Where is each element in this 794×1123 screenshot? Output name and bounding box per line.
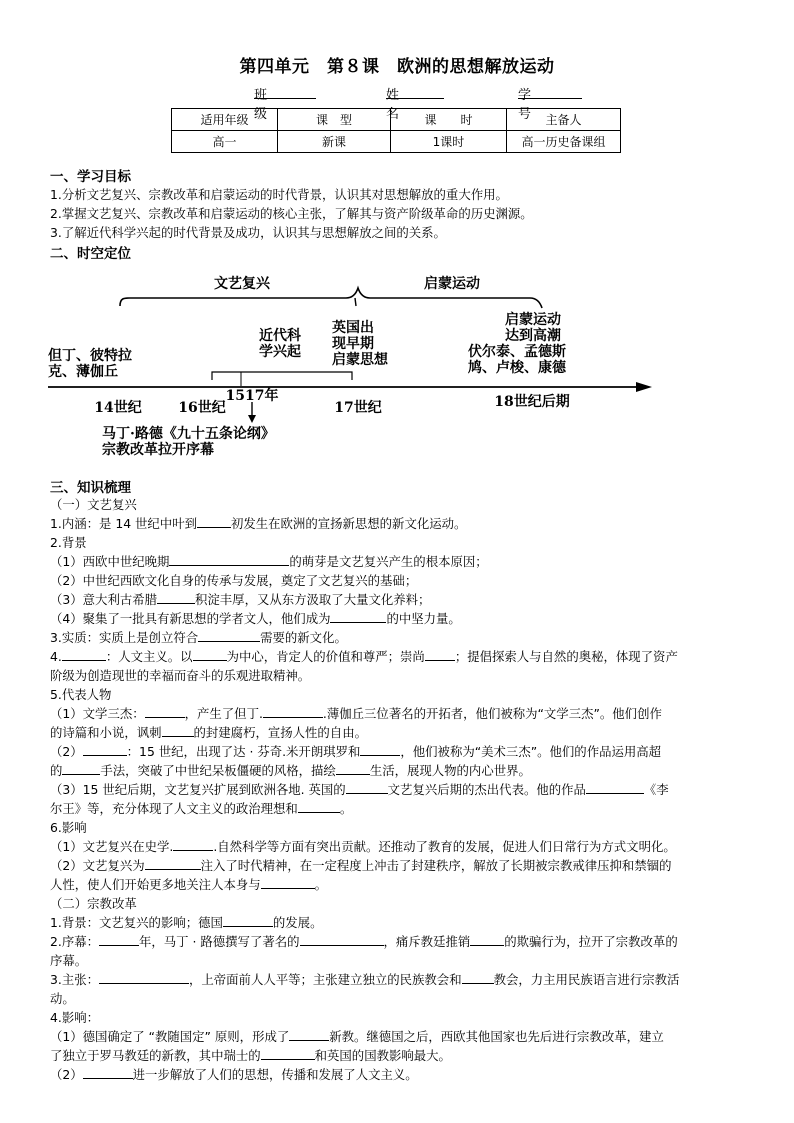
line-text: 教会，力主用民族语言进行宗教活: [493, 972, 680, 987]
text-line: 序幕。: [50, 953, 88, 968]
line-text: 3.主张：: [50, 972, 99, 987]
section-heading-knowledge: 三、知识梳理: [50, 480, 131, 496]
answer-blank[interactable]: [586, 780, 644, 794]
line-text: （1）西欧中世纪晚期: [50, 554, 170, 569]
fill-line: [50, 932, 750, 952]
answer-blank[interactable]: [346, 780, 388, 794]
fill-line: [50, 875, 750, 895]
answer-blank[interactable]: [162, 723, 194, 737]
line-text: 初发生在欧洲的宣扬新思想的新文化运动。: [230, 516, 467, 531]
answer-blank[interactable]: [462, 970, 494, 984]
line-text: 了独立于罗马教廷的新教，其中瑞士的: [50, 1048, 261, 1063]
fill-line: [50, 609, 750, 629]
line-text: 3.实质：实质上是创立符合: [50, 630, 199, 645]
line-text: 积淀丰厚，又从东方汲取了大量文化养料；: [195, 592, 431, 607]
line-text: 生活，展现人物的内心世界。: [369, 763, 531, 778]
subsection-reformation: （二）宗教改革: [50, 896, 137, 911]
answer-blank[interactable]: [99, 970, 189, 984]
line-text: （1）德国确定了 “教随国定” 原则，形成了: [50, 1029, 290, 1044]
fill-line: [50, 970, 750, 990]
table-header-row: [172, 109, 621, 131]
label-dante-2: 克、薄伽丘: [48, 364, 118, 380]
line-text: 尔王》等，充分体现了人文主义的政治理想和: [50, 801, 298, 816]
text-line: 2.背景: [50, 535, 87, 550]
answer-blank[interactable]: [289, 1027, 329, 1041]
answer-blank[interactable]: [300, 932, 384, 946]
answer-blank[interactable]: [336, 761, 370, 775]
line-text: 的萌芽是文艺复兴产生的根本原因；: [289, 554, 488, 569]
section-heading-goals: 一、学习目标: [50, 169, 131, 185]
label-science-2: 学兴起: [259, 344, 301, 360]
label-luther-2: 宗教改革拉开序幕: [102, 442, 214, 458]
line-text: 进一步解放了人们的思想，传播和发展了人文主义。: [132, 1067, 418, 1082]
line-text: 。: [314, 877, 328, 892]
header-cell: 适用年级: [172, 109, 278, 131]
label-peak-2: 达到高潮: [505, 328, 561, 344]
answer-blank[interactable]: [425, 647, 455, 661]
fill-line: [50, 837, 750, 857]
line-text: 的诗篇和小说，讽刺: [50, 725, 162, 740]
label-dante-1: 但丁、彼特拉: [48, 348, 132, 364]
answer-blank[interactable]: [145, 856, 201, 870]
answer-blank[interactable]: [157, 590, 195, 604]
line-text: ，他们被称为“美术三杰”。他们的作品运用高超: [400, 744, 662, 759]
text-line: 阶级为创造现世的幸福而奋斗的乐观进取精神。: [50, 668, 311, 683]
answer-blank[interactable]: [193, 647, 227, 661]
line-text: （3）意大利古希腊: [50, 592, 158, 607]
answer-blank[interactable]: [197, 514, 231, 528]
answer-blank[interactable]: [298, 799, 340, 813]
line-text: ；提倡探索人与自然的奥秘，体现了资产: [454, 649, 678, 664]
name-blank[interactable]: [386, 84, 444, 99]
label-britain-1: 英国出: [332, 320, 374, 336]
label-science-1: 近代科: [259, 328, 301, 344]
fill-line: [50, 913, 750, 933]
line-text: （2）: [50, 1067, 83, 1082]
axis-arrow-icon: [636, 382, 652, 392]
id-label: 学号: [518, 88, 532, 122]
line-text: 《李: [643, 782, 669, 797]
line-text: 的中坚力量。: [386, 611, 461, 626]
arrow-down-icon: [248, 415, 256, 423]
answer-blank[interactable]: [360, 742, 400, 756]
answer-blank[interactable]: [330, 609, 386, 623]
fill-line: [50, 647, 750, 667]
label-renaissance: 文艺复兴: [214, 276, 270, 292]
fill-line: [50, 799, 750, 819]
text-line: 5.代表人物: [50, 687, 112, 702]
line-text: ：15 世纪，出现了达 · 芬奇.米开朗琪罗和: [126, 744, 361, 759]
label-enlightenment: 启蒙运动: [424, 276, 480, 292]
text-line: 4.影响：: [50, 1010, 99, 1025]
line-text: 的封建腐朽，宣扬人性的自由。: [193, 725, 367, 740]
subsection-renaissance: （一）文艺复兴: [50, 497, 137, 512]
label-17c: 17世纪: [334, 400, 382, 416]
answer-blank[interactable]: [223, 913, 273, 927]
header-cell: 主备人: [507, 109, 621, 131]
answer-blank[interactable]: [261, 875, 315, 889]
answer-blank[interactable]: [198, 628, 260, 642]
label-18c: 18世纪后期: [494, 394, 570, 410]
label-peak-1: 启蒙运动: [505, 312, 561, 328]
table-cell: 高一历史备课组: [507, 131, 621, 153]
answer-blank[interactable]: [62, 647, 106, 661]
text-line: 动。: [50, 991, 75, 1006]
line-text: .薄伽丘三位著名的开拓者，他们被称为“文学三杰”。他们创作: [322, 706, 662, 721]
line-text: ：人文主义。以: [105, 649, 193, 664]
goal-item: 1.分析文艺复兴、宗教改革和启蒙运动的时代背景，认识其对思想解放的重大作用。: [50, 187, 508, 202]
fill-line: [50, 590, 750, 610]
fill-line: [50, 856, 750, 876]
table-cell: 1课时: [391, 131, 507, 153]
line-text: ，产生了但丁.: [184, 706, 263, 721]
text-line: （2）中世纪西欧文化自身的传承与发展，奠定了文艺复兴的基础；: [50, 573, 418, 588]
line-text: （3）15 世纪后期，文艺复兴扩展到欧洲各地. 英国的: [50, 782, 346, 797]
fill-line: [50, 723, 750, 743]
answer-blank[interactable]: [83, 1065, 133, 1079]
answer-blank[interactable]: [83, 742, 127, 756]
line-text: 人性，使人们开始更多地关注人本身与: [50, 877, 261, 892]
page-title: 第四单元 第８课 欧洲的思想解放运动: [239, 57, 555, 77]
line-text: 新教。继德国之后，西欧其他国家也先后进行宗教改革，建立: [329, 1029, 664, 1044]
answer-blank[interactable]: [169, 552, 289, 566]
fill-line: [50, 780, 750, 800]
answer-blank[interactable]: [173, 837, 213, 851]
section-heading-timeline: 二、时空定位: [50, 246, 131, 262]
line-text: （1）文学三杰：: [50, 706, 145, 721]
line-text: 的发展。: [272, 915, 323, 930]
label-britain-3: 启蒙思想: [332, 352, 388, 368]
line-text: ，上帝面前人人平等；主张建立独立的民族教会和: [189, 972, 462, 987]
fill-line: [50, 704, 750, 724]
answer-blank[interactable]: [263, 704, 323, 718]
label-voltaire-1: 伏尔泰、孟德斯: [468, 344, 566, 360]
label-voltaire-2: 鸠、卢梭、康德: [468, 360, 566, 376]
line-text: 。: [339, 801, 353, 816]
answer-blank[interactable]: [145, 704, 185, 718]
line-text: 1.内涵：是 14 世纪中叶到: [50, 516, 197, 531]
answer-blank[interactable]: [62, 761, 100, 775]
name-label: 姓名: [386, 88, 400, 122]
line-text: （2）: [50, 744, 83, 759]
line-text: 和英国的国教影响最大。: [314, 1048, 451, 1063]
id-blank[interactable]: [518, 84, 582, 99]
fill-line: [50, 742, 750, 762]
line-text: 2.序幕：: [50, 934, 99, 949]
line-text: （1）文艺复兴在史学.: [50, 839, 174, 854]
fill-line: [50, 1065, 750, 1085]
line-text: .自然科学等方面有突出贡献。还推动了教育的发展，促进人们日常行为方式文明化。: [213, 839, 676, 854]
fill-line: [50, 761, 750, 781]
range-bracket: [212, 372, 352, 380]
line-text: 需要的新文化。: [260, 630, 347, 645]
line-text: 的: [50, 763, 63, 778]
answer-blank[interactable]: [261, 1046, 315, 1060]
class-blank[interactable]: [254, 84, 316, 99]
table-cell: 新课: [278, 131, 391, 153]
label-16c: 16世纪: [178, 400, 226, 416]
line-text: 1.背景：文艺复兴的影响；德国: [50, 915, 223, 930]
label-1517: 1517年: [225, 388, 279, 404]
line-text: 注入了时代精神，在一定程度上冲击了封建秩序，解放了长期被宗教戒律压抑和禁锢的: [200, 858, 672, 873]
label-britain-2: 现早期: [332, 336, 374, 352]
line-text: 的欺骗行为，拉开了宗教改革的: [504, 934, 678, 949]
line-text: ，痛斥教廷推销: [383, 934, 471, 949]
goal-item: 3.了解近代科学兴起的时代背景及成功，认识其与思想解放之间的关系。: [50, 225, 446, 240]
timeline-diagram: [40, 262, 660, 462]
answer-blank[interactable]: [470, 932, 504, 946]
text-line: 6.影响: [50, 820, 87, 835]
goal-item: 2.掌握文艺复兴、宗教改革和启蒙运动的核心主张，了解其与资产阶级革命的历史渊源。: [50, 206, 533, 221]
line-text: 手法，突破了中世纪呆板僵硬的风格，描绘: [100, 763, 336, 778]
line-text: （4）聚集了一批具有新思想的学者文人，他们成为: [50, 611, 331, 626]
fill-line: [50, 1027, 750, 1047]
header-cell: 课 型: [278, 109, 391, 131]
answer-blank[interactable]: [99, 932, 139, 946]
fill-line: [50, 628, 750, 648]
class-label: 班级: [254, 88, 268, 122]
line-text: 年，马丁 · 路德撰写了著名的: [139, 934, 300, 949]
line-text: （2）文艺复兴为: [50, 858, 145, 873]
header-cell: 课 时: [391, 109, 507, 131]
course-info-table: [171, 108, 621, 153]
line-text: 为中心，肯定人的价值和尊严；崇尚: [226, 649, 425, 664]
fill-line: [50, 1046, 750, 1066]
line-text: 4.: [50, 649, 62, 664]
table-row: [172, 131, 621, 153]
line-text: 文艺复兴后期的杰出代表。他的作品: [387, 782, 586, 797]
fill-line: [50, 552, 750, 572]
label-luther-1: 马丁·路德《九十五条论纲》: [102, 426, 275, 442]
brace-divider: [355, 298, 356, 306]
table-cell: 高一: [172, 131, 278, 153]
fill-line: [50, 514, 750, 534]
label-14c: 14世纪: [94, 400, 142, 416]
